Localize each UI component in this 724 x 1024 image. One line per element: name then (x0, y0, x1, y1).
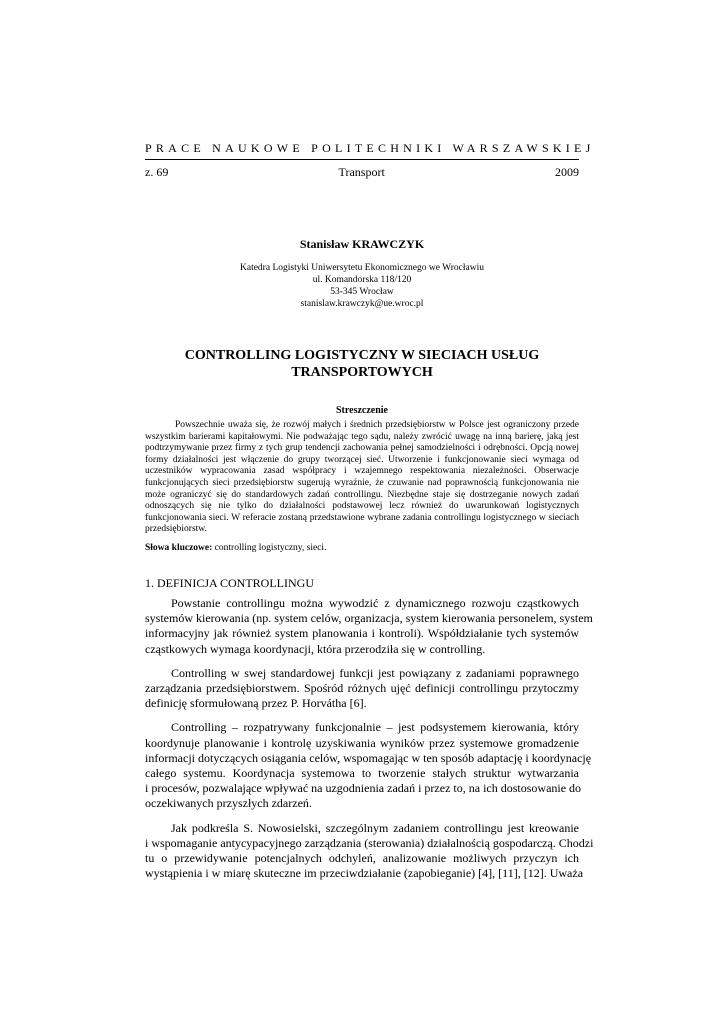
abstract-line: przedsiębiorstw. (145, 524, 207, 535)
abstract-line: podtrzymywanie przez firmy z tych grup tendencji zachowania pełnej samodzielności i odrębności. Opcją nowej (145, 443, 579, 454)
paper-title-line: CONTROLLING LOGISTYCZNY W SIECIACH USŁUG (184, 348, 540, 363)
text-line: Controlling – rozpatrywany funkcjonalnie – jest podsystemem kierowania, który (171, 720, 579, 735)
author-email: stanislaw.krawczyk@ue.wroc.pl (300, 299, 424, 309)
abstract-line: funkcjonowania sieci. W referacie zostaną przedstawione wybrane zadania controllingu logistycznego w sieciach (145, 512, 579, 523)
affiliation-city: 53-345 Wrocław (330, 287, 394, 297)
abstract-line: może ograniczyć się do standardowych zadań controllingu. Niezbędne staje się dostrzeganie nowych zadań (145, 489, 579, 500)
text-line: Powstanie controllingu można wywodzić z dynamicznego rozwoju cząstkowych (171, 596, 579, 610)
volume-number: z. 69 (145, 165, 169, 179)
paragraph (145, 666, 579, 712)
abstract-line: wszystkim barierami kapitałowymi. Nie podważając tego sądu, należy zwrócić uwagę na inną barierę, jaką jest (145, 431, 579, 442)
body-text (145, 596, 594, 890)
text-line: oczekiwanych przyszłych zdarzeń. (145, 796, 312, 811)
text-line: informacji dotyczących osiągania celów, wspomagając w ten sposób adaptację i koordynację (145, 750, 592, 765)
text-line: wystąpienia i w miarę skuteczne im przeciwdziałanie (zapobieganie) [4], [11], [12]. Uważa (145, 866, 584, 881)
abstract-heading: Streszczenie (335, 405, 388, 416)
keywords-label: Słowa kluczowe: (145, 543, 213, 553)
text-line: i wspomaganie antycypacyjnego zarządzania (sterowania) działalnością gospodarczą. Chodzi (145, 835, 594, 850)
affiliation-department: Katedra Logistyki Uniwersytetu Ekonomicznego we Wrocławiu (240, 263, 484, 273)
abstract-line: uczestników wypracowania zasad współpracy i wzajemnego respektowania niezależności. Obserwacje (145, 466, 579, 477)
journal-title: PRACE NAUKOWE POLITECHNIKI WARSZAWSKIEJ (145, 141, 595, 155)
series-name: Transport (338, 165, 385, 179)
text-line: całego systemu. Koordynacja systemowa to tworzenie stałych struktur wytwarzania (145, 766, 579, 781)
text-line: Controlling w swej standardowej funkcji jest powiązany z zadaniami poprawnego (171, 665, 579, 680)
text-line: definicję sformułowaną przez P. Horvátha [6]. (145, 696, 367, 711)
paragraph (145, 820, 594, 882)
issue-meta (145, 165, 579, 180)
text-line: tu o przewidywanie potencjalnych odchyleń, analizowanie możliwych przyczyn ich (145, 851, 579, 866)
author-affiliation (145, 262, 579, 310)
publication-year: 2009 (555, 165, 579, 179)
affiliation-street: ul. Komandorska 118/120 (312, 275, 412, 285)
abstract-text (145, 420, 579, 536)
text-line: zarządzania przedsiębiorstwem. Spośród różnych ujęć definicji controllingu przytoczmy (145, 681, 579, 696)
paragraph (145, 596, 593, 657)
abstract-line: formy działalności jest włączenie do grupy tworzącej sieć. Utworzenie i funkcjonowanie sieci wymaga od (145, 454, 579, 465)
text-line: systemów kierowania (np. system celów, organizacja, system kierowania personelem, system (145, 611, 593, 626)
section-heading: 1. DEFINICJA CONTROLLINGU (145, 576, 314, 590)
header-rule (145, 159, 579, 160)
abstract-line: Powszechnie uważa się, że rozwój małych i średnich przedsiębiorstw w Polsce jest ograniczony przede (175, 420, 579, 430)
text-line: cząstkowych wymaga koordynacji, która przerodziła się w controlling. (145, 641, 486, 656)
text-line: informacyjny jak również system planowania i kontroli). Współdziałanie tych systemów (145, 626, 579, 641)
keywords-text: controlling logistyczny, sieci. (212, 543, 327, 553)
text-line: koordynuje planowanie i kontrolę uzyskiwania wyników przez systemowe gromadzenie (145, 735, 579, 750)
abstract-line: funkcjonujących sieci przedsiębiorstw sugerują wyraźnie, że czuwanie nad poprawnością funkcjonowania nie (145, 477, 579, 488)
abstract-line: odnoszących się nie tylko do działalności podstawowej lecz również do uwarunkowań logistycznych (145, 501, 579, 512)
paper-title (145, 347, 579, 381)
text-line: i procesów, pozwalające wpływać na uzgodnienia zadań i przez to, na ich dostosowanie do (145, 781, 582, 796)
paper-title-line: TRANSPORTOWYCH (291, 365, 433, 380)
text-line: Jak podkreśla S. Nowosielski, szczególnym zadaniem controllingu jest kreowanie (171, 820, 579, 835)
keywords (145, 543, 579, 553)
paragraph (145, 720, 592, 811)
author-name: Stanisław KRAWCZYK (299, 237, 425, 251)
